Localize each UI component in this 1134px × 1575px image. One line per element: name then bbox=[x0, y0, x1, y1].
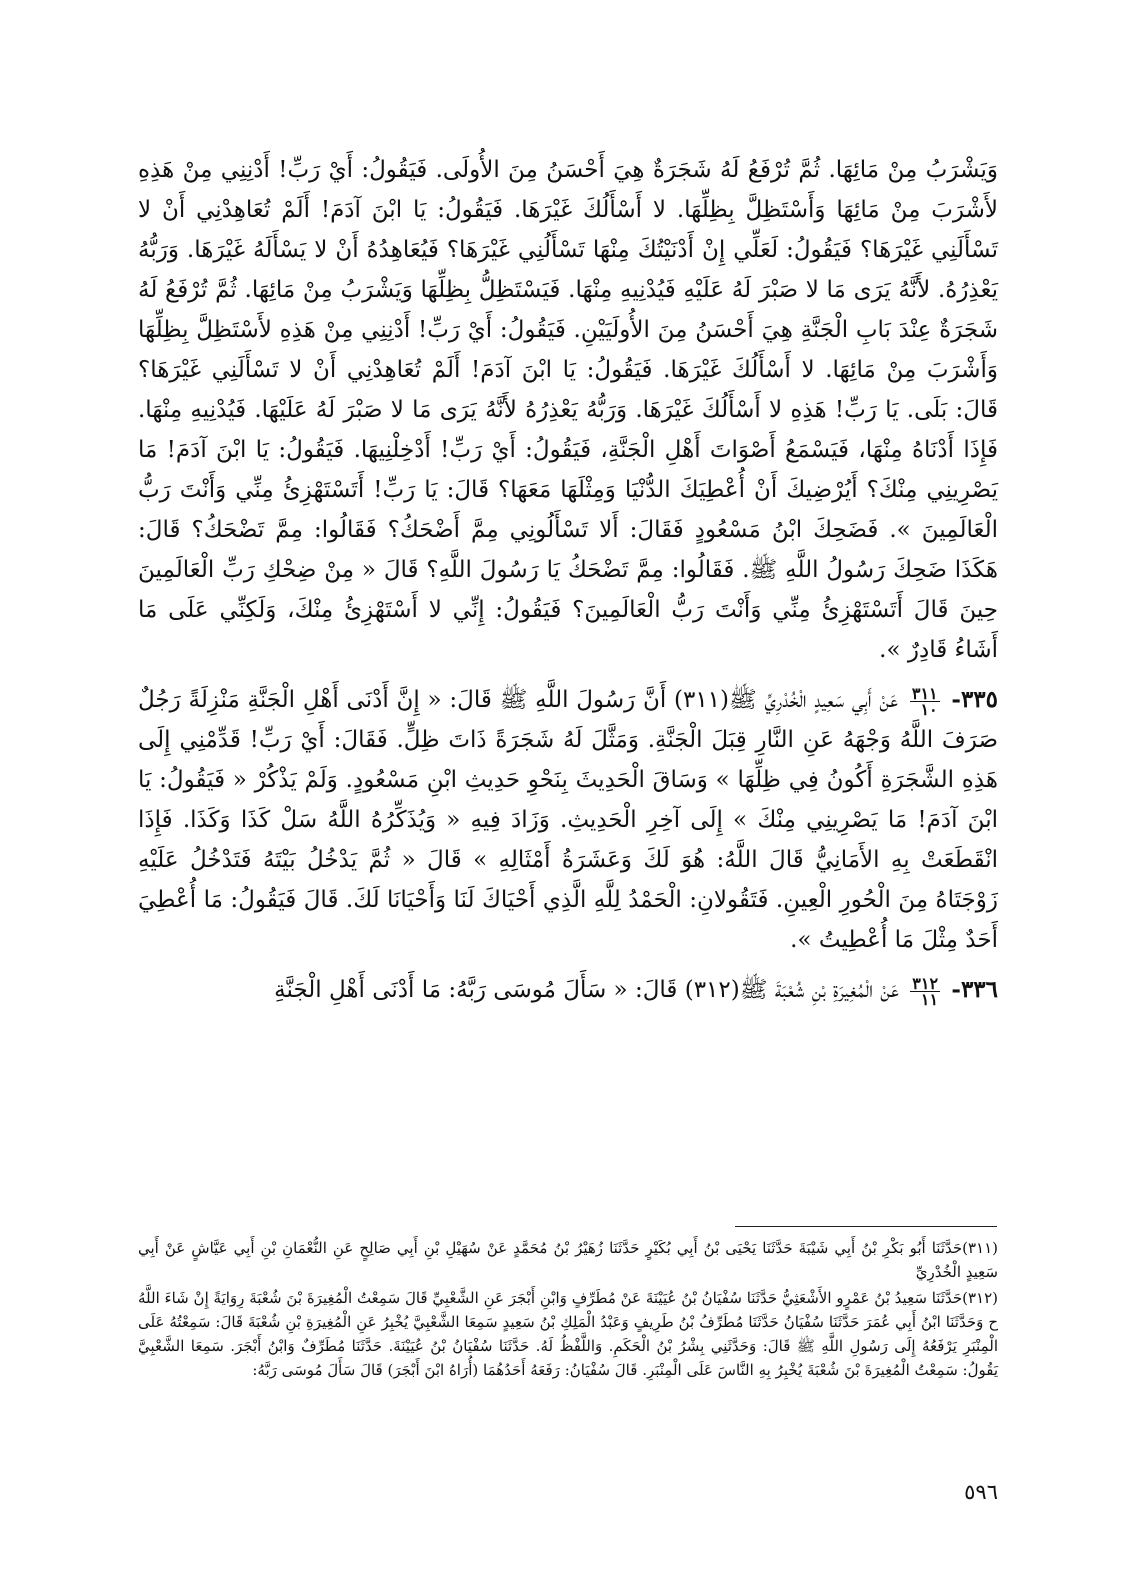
reference-bottom: ١٠ bbox=[920, 699, 938, 719]
intro-paragraph: وَيَشْرَبُ مِنْ مَائِهَا. ثُمَّ تُرْفَعُ لَهُ شَجَرَةٌ هِيَ أَحْسَنُ مِنَ الأُولَى. فَيَقُولُ: أَيْ رَبِّ! أَدْنِنِي مِنْ هَذِهِ لأَشْرَبَ مِنْ مَائِهَا وَأَسْتَظِلَّ بِظِلِّهَا. لا أَسْأَلُكَ غَيْرَهَا. فَيَقُولُ: يَا ابْنَ آدَمَ! أَلَمْ تُعَاهِدْنِي أَنْ لا تَسْأَلَنِي غَيْرَهَا؟ فَيَقُولُ: لَعَلِّي إِنْ أَدْنَيْتُكَ مِنْهَا تَسْأَلُنِي غَيْرَهَا؟ فَيُعَاهِدُهُ أَنْ لا يَسْأَلَهُ غَيْرَهَا. وَرَبُّهُ يَعْذِرُهُ. لأَنَّهُ يَرَى مَا لا صَبْرَ لَهُ عَلَيْهِ فَيُدْنِيهِ مِنْهَا. فَيَسْتَظِلُّ بِظِلِّهَا وَيَشْرَبُ مِنْ مَائِهَا. ثُمَّ تُرْفَعُ لَهُ شَجَرَةٌ عِنْدَ بَابِ الْجَنَّةِ هِيَ أَحْسَنُ مِنَ الأُولَيَيْنِ. فَيَقُولُ: أَيْ رَبِّ! أَدْنِنِي مِنْ هَذِهِ لأَسْتَظِلَّ بِظِلِّهَا وَأَشْرَبَ مِنْ مَائِهَا. لا أَسْأَلُكَ غَيْرَهَا. فَيَقُولُ: يَا ابْنَ آدَمَ! أَلَمْ تُعَاهِدْنِي أَنْ لا تَسْأَلَنِي غَيْرَهَا؟ قَالَ: بَلَى. يَا رَبِّ! هَذِهِ لا أَسْأَلُكَ غَيْرَهَا. وَرَبُّهُ يَعْذِرُهُ لأَنَّهُ يَرَى مَا لا صَبْرَ لَهُ عَلَيْهَا. فَيُدْنِيهِ مِنْهَا. فَإِذَا أَدْنَاهُ مِنْهَا، فَيَسْمَعُ أَصْوَاتَ أَهْلِ الْجَنَّةِ، فَيَقُولُ: أَيْ رَبِّ! أَدْخِلْنِيهَا. فَيَقُولُ: يَا ابْنَ آدَمَ! مَا يَصْرِينِي مِنْكَ؟ أَيُرْضِيكَ أَنْ أُعْطِيَكَ الدُّنْيَا وَمِثْلَهَا مَعَهَا؟ قَالَ: يَا رَبِّ! أَتَسْتَهْزِئُ مِنِّي وَأَنْتَ رَبُّ الْعَالَمِينَ ». فَضَحِكَ ابْنُ مَسْعُودٍ فَقَالَ: أَلا تَسْأَلُونِي مِمَّ أَضْحَكُ؟ فَقَالُوا: مِمَّ تَضْحَكُ؟ قَالَ: هَكَذَا ضَحِكَ رَسُولُ اللَّهِ ﷺ. فَقَالُوا: مِمَّ تَضْحَكُ يَا رَسُولَ اللَّهِ؟ قَالَ « مِنْ ضِحْكِ رَبِّ الْعَالَمِينَ حِينَ قَالَ أَتَسْتَهْزِئُ مِنِّي وَأَنْتَ رَبُّ الْعَالَمِينَ؟ فَيَقُولُ: إِنِّي لا أَسْتَهْزِئُ مِنْكَ، وَلَكِنِّي عَلَى مَا أَشَاءُ قَادِرٌ ». bbox=[138, 157, 998, 663]
hadith-336 bbox=[138, 970, 998, 1010]
page-number: ٥٩٦ bbox=[964, 1480, 998, 1504]
main-text bbox=[138, 150, 998, 1020]
hadith-number: ٣٣٥- bbox=[951, 686, 999, 713]
footnote-312: (٣١٢)حَدَّثَنَا سَعِيدُ بْنُ عَمْرٍو الأَشْعَثِيُّ حَدَّثَنَا سُفْيَانُ بْنُ عُيَيْنَةَ عَنْ مُطَرِّفٍ وَابْنِ أَبْجَرَ عَنِ الشَّعْبِيِّ قَالَ سَمِعْتُ الْمُغِيرَةَ بْنَ شُعْبَةَ رِوَايَةً إِنْ شَاءَ اللَّهُ ح وَحَدَّثَنَا ابْنُ أَبِي عُمَرَ حَدَّثَنَا سُفْيَانُ حَدَّثَنَا مُطَرِّفُ بْنُ طَرِيفٍ وَعَبْدُ الْمَلِكِ بْنُ سَعِيدٍ سَمِعَا الشَّعْبِيَّ يُخْبِرُ عَنِ الْمُغِيرَةِ بْنِ شُعْبَةَ قَالَ: سَمِعْتُهُ عَلَى الْمِنْبَرِ يَرْفَعُهُ إِلَى رَسُولِ اللَّهِ ﷺ قَالَ: وَحَدَّثَنِي بِشْرُ بْنُ الْحَكَمِ. وَاللَّفْظُ لَهُ. حَدَّثَنَا سُفْيَانُ بْنُ عُيَيْنَةَ. حَدَّثَنَا مُطَرِّفٌ وَابْنُ أَبْجَرَ. سَمِعَا الشَّعْبِيَّ يَقُولُ: سَمِعْتُ الْمُغِيرَةَ بْنَ شُعْبَةَ يُخْبِرُ بِهِ النَّاسَ عَلَى الْمِنْبَرِ. قَالَ سُفْيَانُ: رَفَعَهُ أَحَدُهُمَا (أُرَاهُ ابْنَ أَبْجَرَ) قَالَ سَأَلَ مُوسَى رَبَّهُ: bbox=[138, 1289, 998, 1379]
hadith-number: ٣٣٦- bbox=[951, 976, 998, 1003]
reference-bottom: ١١ bbox=[920, 989, 939, 1009]
reference-top: ٣١١ bbox=[911, 683, 938, 703]
hadith-reference bbox=[910, 683, 940, 719]
footnote-311: (٣١١)حَدَّثَنَا أَبُو بَكْرِ بْنُ أَبِي شَيْبَةَ حَدَّثَنَا يَحْيَى بْنُ أَبِي بُكَيْرٍ حَدَّثَنَا زُهَيْرُ بْنُ مُحَمَّدٍ عَنْ سُهَيْلِ بْنِ أَبِي صَالِحٍ عَنِ النُّعْمَانِ بْنِ أَبِي عَيَّاشٍ عَنْ أَبِي سَعِيدٍ الْخُدْرِيِّ bbox=[138, 1239, 998, 1281]
hadith-335 bbox=[138, 680, 998, 960]
hadith-text: عَنْ الْمُغِيرَةِ بْنِ شُعْبَةَ ﷺ(٣١٢) قَالَ: « سَأَلَ مُوسَى رَبَّهُ: مَا أَدْنَى أَهْلِ الْجَنَّةِ bbox=[274, 977, 899, 1003]
footnotes bbox=[138, 1236, 998, 1384]
hadith-reference bbox=[910, 973, 940, 1009]
reference-top: ٣١٢ bbox=[912, 973, 939, 993]
hadith-text: عَنْ أَبِي سَعِيدٍ الْخُدْرِيِّ ﷺ(٣١١) أَنَّ رَسُولَ اللَّهِ ﷺ قَالَ: « إِنَّ أَدْنَى أَهْلِ الْجَنَّةِ مَنْزِلَةً رَجُلٌ صَرَفَ اللَّهُ وَجْهَهُ عَنِ النَّارِ قِبَلَ الْجَنَّةِ. وَمَثَّلَ لَهُ شَجَرَةً ذَاتَ ظِلٍّ. فَقَالَ: أَيْ رَبِّ! قَدِّمْنِي إِلَى هَذِهِ الشَّجَرَةِ أَكُونُ فِي ظِلِّهَا » وَسَاقَ الْحَدِيثَ بِنَحْوِ حَدِيثِ ابْنِ مَسْعُودٍ. وَلَمْ يَذْكُرْ « فَيَقُولُ: يَا ابْنَ آدَمَ! مَا يَصْرِينِي مِنْكَ » إِلَى آخِرِ الْحَدِيثِ. وَزَادَ فِيهِ « وَيُذَكِّرُهُ اللَّهُ سَلْ كَذَا وَكَذَا. فَإِذَا انْقَطَعَتْ بِهِ الأَمَانِيُّ قَالَ اللَّهُ: هُوَ لَكَ وَعَشَرَةُ أَمْثَالِهِ » قَالَ « ثُمَّ يَدْخُلُ بَيْتَهُ فَتَدْخُلُ عَلَيْهِ زَوْجَتَاهُ مِنَ الْحُورِ الْعِينِ. فَتَقُولانِ: الْحَمْدُ لِلَّهِ الَّذِي أَحْيَاكَ لَنَا وَأَحْيَانَا لَكَ. قَالَ فَيَقُولُ: مَا أُعْطِيَ أَحَدٌ مِثْلَ مَا أُعْطِيتُ ». bbox=[138, 687, 998, 953]
footnote-divider bbox=[735, 1226, 997, 1227]
